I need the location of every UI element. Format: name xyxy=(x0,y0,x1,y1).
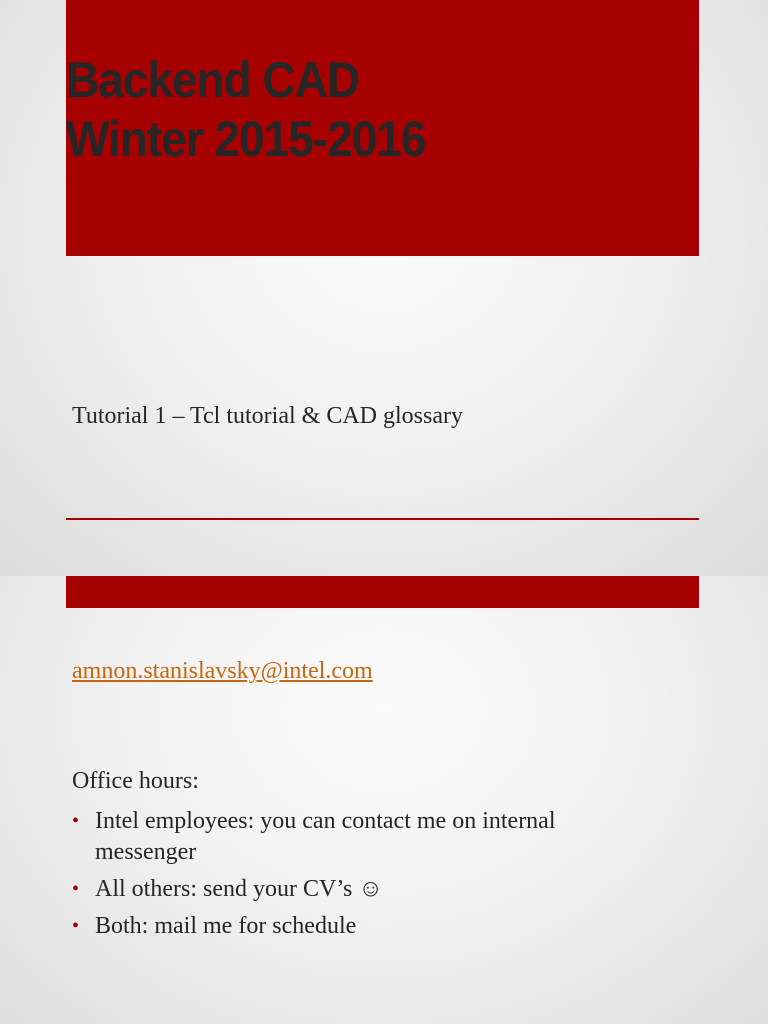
header-red-bar xyxy=(66,576,699,608)
list-item xyxy=(72,911,632,942)
slide-title-line-2: Winter 2015-2016 xyxy=(66,110,426,167)
bullet-icon: • xyxy=(72,915,80,937)
email-link[interactable]: amnon.stanislavsky@intel.com xyxy=(72,658,373,684)
divider-line xyxy=(66,518,699,520)
bullet-icon: • xyxy=(72,810,80,832)
list-item xyxy=(72,806,632,868)
slide-title-line-1: Backend CAD xyxy=(66,51,360,108)
bullet-icon: • xyxy=(72,878,80,900)
slide-contact xyxy=(0,576,768,1024)
office-hours-list xyxy=(72,806,632,948)
bullet-text: All others: send your CV’s ☺ xyxy=(95,876,383,902)
bullet-text: Intel employees: you can contact me on internal messenger xyxy=(95,808,556,865)
list-item xyxy=(72,874,632,905)
office-hours-heading: Office hours: xyxy=(72,768,199,794)
slide-subtitle: Tutorial 1 – Tcl tutorial & CAD glossary xyxy=(72,403,463,429)
bullet-text: Both: mail me for schedule xyxy=(95,913,357,939)
